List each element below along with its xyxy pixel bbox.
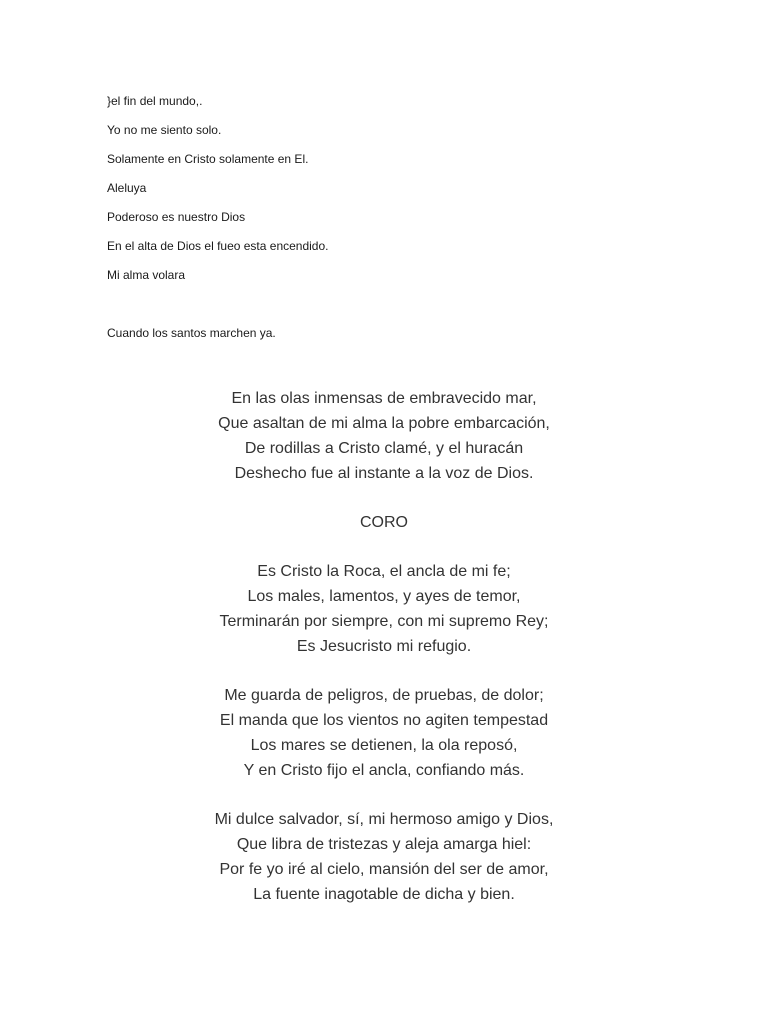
lyric-line: En las olas inmensas de embravecido mar,: [231, 390, 537, 407]
lyric-line: La fuente inagotable de dicha y bien.: [253, 886, 515, 903]
stanza-2: [0, 683, 768, 783]
stanza-1: [0, 386, 768, 486]
song-list: [107, 91, 328, 352]
chorus: [0, 559, 768, 659]
lyric-line: Es Jesucristo mi refugio.: [296, 638, 472, 655]
song-list-item: Mi alma volara: [107, 268, 186, 282]
song-list-item: Solamente en Cristo solamente en El.: [107, 152, 309, 166]
lyric-line: Y en Cristo fijo el ancla, confiando más.: [243, 762, 525, 779]
lyric-line: Me guarda de peligros, de pruebas, de dolor;: [224, 687, 544, 704]
lyric-line: De rodillas a Cristo clamé, y el huracán: [244, 440, 524, 457]
song-list-item: En el alta de Dios el fueo esta encendido.: [107, 239, 329, 253]
song-list-item: Aleluya: [107, 181, 147, 195]
lyric-line: El manda que los vientos no agiten tempestad: [219, 712, 549, 729]
song-list-item: Cuando los santos marchen ya.: [107, 326, 276, 340]
stanza-3: [0, 807, 768, 907]
lyric-line: Los males, lamentos, y ayes de temor,: [247, 588, 521, 605]
chorus-label: CORO: [360, 514, 408, 531]
lyric-line: Terminarán por siempre, con mi supremo Rey;: [219, 613, 549, 630]
lyric-line: Los mares se detienen, la ola reposó,: [250, 737, 518, 754]
song-list-item: Yo no me siento solo.: [107, 123, 222, 137]
lyric-line: Deshecho fue al instante a la voz de Dios.: [234, 465, 534, 482]
lyric-line: Es Cristo la Roca, el ancla de mi fe;: [257, 563, 511, 580]
lyric-line: Que asaltan de mi alma la pobre embarcación,: [218, 415, 550, 432]
lyric-line: Que libra de tristezas y aleja amarga hiel:: [236, 836, 532, 853]
lyric-line: Mi dulce salvador, sí, mi hermoso amigo y Dios,: [214, 811, 554, 828]
song-list-item: }el fin del mundo,.: [107, 94, 203, 108]
lyric-line: Por fe yo iré al cielo, mansión del ser de amor,: [219, 861, 549, 878]
hymn-lyrics: [0, 386, 768, 931]
song-list-item: Poderoso es nuestro Dios: [107, 210, 246, 224]
